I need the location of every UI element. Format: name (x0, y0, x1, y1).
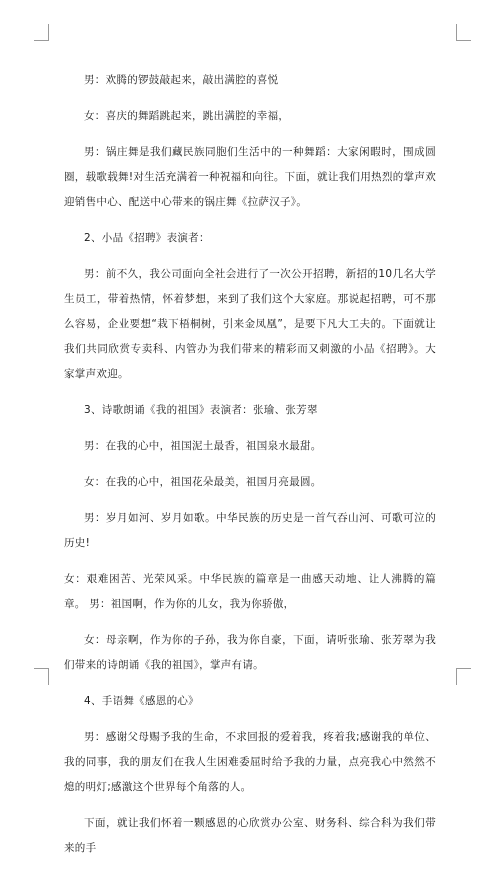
dialogue-male-drums: 男：欢腾的锣鼓敲起来，敲出满腔的喜悦 (84, 74, 279, 86)
dialogue-female-chapter: 女：艰难困苦、光荣风采。中华民族的篇章是一曲感天动地、让人沸腾的篇章。 男：祖国啊，作为你的儿女，我为你骄傲， (64, 573, 436, 610)
document-body (64, 68, 436, 872)
dialogue-female-flowers: 女：在我的心中，祖国花朵最美，祖国月亮最圆。 (84, 476, 322, 488)
dialogue-male-gratitude: 男：感谢父母赐予我的生命，不求回报的爱着我，疼着我;感谢我的单位、我的同事，我的朋友们在我人生困难委屈时给予我的力量，点亮我心中然然不熄的明灯;感激这个世界每个角落的人。 (64, 731, 436, 793)
dialogue-male-guozhuang: 男：锅庄舞是我们藏民族同胞们生活中的一种舞蹈：大家闲暇时，围成圆圈，载歌载舞!对生活充满着一种祝福和向往。下面，就让我们用热烈的掌声欢迎销售中心、配送中心带来的锅庄舞《拉萨汉子》。 (64, 146, 436, 208)
dialogue-male-soil: 男：在我的心中，祖国泥土最香，祖国泉水最甜。 (84, 440, 322, 452)
crop-mark-bottom-left (34, 668, 49, 685)
dialogue-female-mother: 女：母亲啊，作为你的子孙，我为你自豪，下面，请听张瑜、张芳翠为我们带来的诗朗诵《我的祖国》，掌声有请。 (64, 634, 436, 671)
dialogue-male-recruitment: 男：前不久，我公司面向全社会进行了一次公开招聘，新招的10几名大学生员工，带着热情，怀着梦想，来到了我们这个大家庭。那说起招聘，可不那么容易，企业要想“栽下梧桐树，引来金凤凰”，是要下凡大工夫的。下面就让我们共同欣赏专卖科、内管办为我们带来的精彩而又刺激的小品《招聘》。大家掌声欢迎。 (64, 268, 436, 380)
crop-mark-top-right (456, 24, 471, 41)
crop-mark-bottom-right (456, 668, 471, 685)
crop-mark-top-left (34, 24, 49, 41)
closing-intro: 下面，就让我们怀着一颗感恩的心欣赏办公室、财务科、综合科为我们带来的手 (64, 817, 436, 854)
program-heading-sign-dance: 4、手语舞《感恩的心》 (84, 695, 199, 707)
program-heading-poem: 3、诗歌朗诵《我的祖国》表演者：张瑜、张芳翠 (84, 404, 318, 416)
program-heading-skit: 2、小品《招聘》表演者： (84, 232, 210, 244)
dialogue-female-dance: 女：喜庆的舞蹈跳起来，跳出满腔的幸福， (84, 110, 290, 122)
dialogue-male-history: 男：岁月如河、岁月如歌。中华民族的历史是一首气吞山河、可歌可泣的历史! (64, 512, 436, 549)
